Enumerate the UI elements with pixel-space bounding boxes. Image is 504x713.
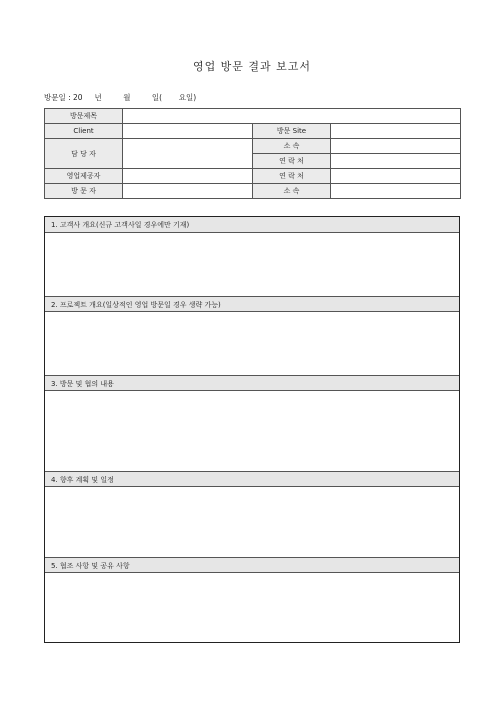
dept-label: 소 속 (253, 139, 331, 154)
provider-label: 영업제공자 (45, 169, 123, 184)
visitor-field[interactable] (123, 184, 253, 199)
section-future-plans: 4. 향후 계획 및 일정 (45, 471, 459, 487)
table-row (45, 169, 461, 184)
document-title: 영업 방문 결과 보고서 (192, 60, 312, 73)
subject-label: 방문제목 (45, 109, 123, 124)
provider-contact-field[interactable] (331, 169, 461, 184)
table-row (45, 184, 461, 199)
visit-info-table (44, 108, 461, 199)
table-row (45, 124, 461, 139)
visitor-label: 방 문 자 (45, 184, 123, 199)
site-label: 방문 Site (253, 124, 331, 139)
table-row (45, 109, 461, 124)
manager-label: 담 당 자 (45, 139, 123, 169)
contact-field[interactable] (331, 154, 461, 169)
provider-contact-label: 연 락 처 (253, 169, 331, 184)
visit-date-line: 방문일 : 20 년 월 일( 요일) (44, 93, 197, 102)
report-sections (44, 216, 460, 643)
subject-field[interactable] (123, 109, 461, 124)
provider-field[interactable] (123, 169, 253, 184)
section-customer-overview: 1. 고객사 개요(신규 고객사일 경우에만 기재) (45, 217, 459, 233)
dept-field[interactable] (331, 139, 461, 154)
client-label: Client (45, 124, 123, 139)
site-field[interactable] (331, 124, 461, 139)
table-row (45, 139, 461, 154)
manager-field[interactable] (123, 139, 253, 169)
visitor-dept-field[interactable] (331, 184, 461, 199)
section-project-overview: 2. 프로젝트 개요(일상적인 영업 방문일 경우 생략 가능) (45, 296, 459, 312)
section-cooperation: 5. 협조 사항 및 공유 사항 (45, 557, 459, 573)
section-visit-details: 3. 방문 및 협의 내용 (45, 375, 459, 391)
client-field[interactable] (123, 124, 253, 139)
visitor-dept-label: 소 속 (253, 184, 331, 199)
contact-label: 연 락 처 (253, 154, 331, 169)
